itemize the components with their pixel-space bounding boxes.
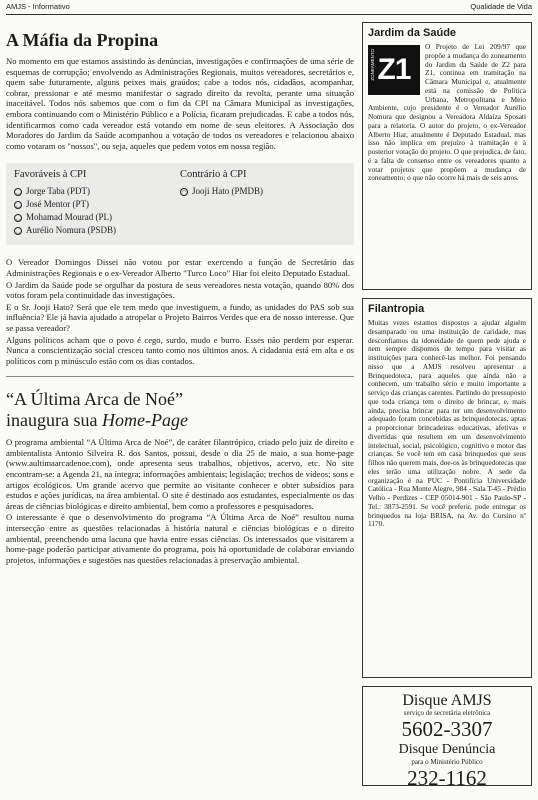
z1-logo: ZONEAMENTO Z1 bbox=[368, 45, 420, 95]
disque-amjs-title: Disque AMJS bbox=[402, 692, 492, 709]
disque-amjs-subtitle: serviço de secretária eletrônica bbox=[403, 709, 491, 717]
disque-denuncia-number: 232-1162 bbox=[407, 766, 487, 790]
smile-icon: ◡ bbox=[15, 215, 21, 222]
filantropia-title: Filantropia bbox=[368, 303, 425, 315]
cpi-vote-box bbox=[6, 163, 354, 245]
jardim-box bbox=[362, 22, 532, 290]
cpi-favor-column bbox=[14, 169, 180, 237]
article-title: “A Última Arca de Noé” inaugura sua Home-Page bbox=[6, 389, 188, 431]
cpi-against-title: Contrário à CPI bbox=[180, 169, 247, 181]
disque-denuncia-title: Disque Denúncia bbox=[398, 742, 496, 757]
cpi-against-column bbox=[180, 169, 346, 237]
smile-icon: ◡ bbox=[15, 202, 21, 209]
filantropia-box bbox=[362, 298, 532, 678]
article-paragraph: O Jardim da Saúde pode se orgulhar da postura de seus vereadores nesta votação, quando 80% dos votos foram pela continuidade das investigações. bbox=[6, 279, 354, 301]
jardim-title: Jardim da Saúde bbox=[368, 27, 457, 39]
smile-icon: ◡ bbox=[15, 189, 21, 196]
article-paragraph: Alguns políticos acham que o povo é cego, surdo, mudo e burro. Esses não perdem por esperar. Nunca a conscientização social cresceu tanto como nos últimos anos. A cidadania está em alta e os políticos com p minúsculo estão com os dias contados. bbox=[6, 334, 354, 366]
smile-icon: ◡ bbox=[15, 228, 21, 235]
disque-amjs-number: 5602-3307 bbox=[401, 717, 493, 741]
article-paragraph: O Vereador Domingos Dissei não votou por estar exercendo a função de Secretário das Administrações Regionais e o ex-Vereador Alberto "Turco Loco" Hiar foi eleito Deputado Estadual. bbox=[6, 257, 354, 278]
article-paragraph: O programa ambiental “A Última Arca de Noé”, de caráter filantrópico, criado pelo juiz de direito e ambientalista Antonio Silveira R. dos Santos, possui, desde o dia 25 de maio, a sua home-page (www.aultimaarcadenoe.com), onde apresenta seus trabalhos, objetivos, acervo, etc. No site encontram-se: a Agenda 21, na íntegra; informações ambientais; legislação; trechos de vídeos; sons e artigos ecológicos. Um grande acervo que permite ao visitante conhecer e obter subsídios para estudos e ações jurídicas, na área ambiental. O site é destinado aos estudantes, especialmente os das áreas de ciências biológicas e direito ambiental, bem como a professores e pesquisadores. bbox=[6, 437, 354, 511]
cpi-favor-title: Favoráveis à CPI bbox=[14, 169, 87, 181]
article-paragraph: No momento em que estamos assistindo às denúncias, investigações e confirmações de uma série de esquemas de corrupção; envolvendo as Administrações Regionais, muitos vereadores, secretários e, quem sabe futuramente, alguns peixes mais graúdos; cabe a todos nós, cidadãos, acompanhar, cobrar, pressionar e até mesmo manifestar o sagrado direito da revolta, perante uma situação inaceitável. Todos nós sabemos que com o fim da CPI na Câmara Municipal as investigações, embora continuando com o Ministério Público e a Polícia, ficaram prejudicadas. E cabe a todos nós, identificarmos como cada vereador está votando em nome de seus eleitores. A Associação dos Moradores do Jardim da Saúde acompanhou a votação de todos os vereadores e relacionou abaixo como votaram os "nossos", ou seja, aqueles que pedem votos em nossa região. bbox=[6, 56, 354, 151]
jardim-text: O Projeto de Lei 209/97 que propõe a mudança do zoneamento do Jardim da Saúde de Z2 para Z1, continua em tramitação na Câmara Municipal e, atualmente está na comissão de Política Urbana, Metropolitana e Meio Ambiente, cujo presidente é o Vereador Aurélio Nomura que designou a Vereadora Aldaíza Sposati para a relatoria. O autor do projeto, o ex-Vereador Alberto Hiar, atualmente é Deputado Estadual, mas isso não implica em prejuízo à tramitação e à posterior votação do projeto. O que prejudica, de fato, é a falta de consenso entre os vereadores quanto a votar projetos que propõem a mudança de zoneamento; o que não ocorre há mais de seis anos. bbox=[368, 42, 526, 183]
page-header bbox=[6, 2, 532, 15]
main-column bbox=[6, 22, 354, 566]
cpi-favor-item: ◡ Jorge Taba (PDT) bbox=[15, 186, 91, 197]
article-title: A Máfia da Propina bbox=[6, 30, 159, 50]
header-right: Qualidade de Vida bbox=[470, 2, 532, 11]
article-paragraph: O interessante é que o desenvolvimento do programa “A Última Arca de Noé” resultou numa intersecção entre as questões relacionadas à história natural e ciências biológicas e o direito ambiental, preenchendo uma lacuna que havia entre essas ciências. Os interessados que visitarem a home-page poderão participar ativamente do programa, pois há oportunidade de colaborar enviando projetos, informações e sugestões nas questões relacionadas à preservação ambiental. bbox=[6, 512, 354, 565]
sidebar-column bbox=[362, 22, 532, 790]
filantropia-text: Muitas vezes estamos dispostos a ajudar alguém desamparado ou uma instituição de caridade, mas desconfiamos da idoneidade de quem pede ajuda e nem sempre dispomos de tempo para visitar as instituições para conhecê-las melhor. Foi pensando nisso que a AMJS resolveu apresentar a Brinquedoteca, para aqueles que ainda não a conhecem, um trabalho sério e muito importante a serviço das crianças carentes. Partindo do pressuposto que toda criança tem o direito de brincar, e, mais ainda, precisa brincar para ter um desenvolvimento adequado foram concebidas as brinquedotecas, aptas a proporcionar brincadeiras educativas, afetivas e divertidas que resultem em um desenvolvimento intelectual, social, psicológico, cognitivo e motor das crianças. Se você tem em casa brinquedos que seus filhos não querem mais, doe-os às brinquedotecas que eles terão uma utilização nobre. A sede da organização é na PUC - Pontifícia Universidade Católica - Rua Monte Alegre, 984 - Sala T-45 - Prédio Velho - Perdizes - CEP 05014-901 - São Paulo-SP - Tel.: 3873-2591. Se você preferir, pode entregar os brinquedos na loja BRISA, na Av. do Cursino nº 1170. bbox=[368, 318, 526, 529]
cpi-against-item: ◠ Jooji Hato (PMDB) bbox=[181, 186, 264, 197]
disque-denuncia-subtitle: para o Ministério Público bbox=[411, 758, 483, 766]
disque-box bbox=[362, 686, 532, 790]
cpi-favor-item: ◡ José Mentor (PT) bbox=[15, 199, 89, 210]
section-divider bbox=[6, 376, 354, 377]
article-paragraph: E o Sr. Jooji Hato? Será que ele tem medo que investiguem, a fundo, as unidades do PAS sob sua influência? Ele já havia ajudado a atropelar o Projeto Bairros Verdes que era de nosso interesse. Que se passa vereador? bbox=[6, 301, 354, 333]
cpi-favor-item: ◡ Aurélio Nomura (PSDB) bbox=[15, 225, 116, 236]
header-left: AMJS - Informativo bbox=[6, 2, 70, 11]
frown-icon: ◠ bbox=[181, 189, 187, 196]
cpi-favor-item: ◡ Mohamad Mourad (PL) bbox=[15, 212, 112, 223]
